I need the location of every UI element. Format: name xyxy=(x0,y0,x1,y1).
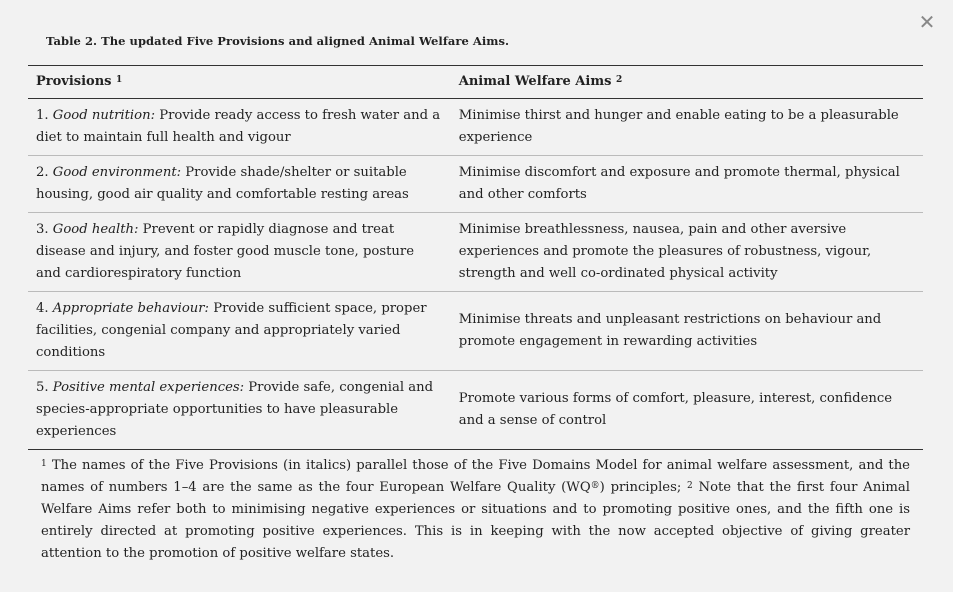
footnote-text-2: ) principles; xyxy=(599,480,688,495)
header-aims-label: Animal Welfare Aims xyxy=(458,74,612,89)
provision-term: Appropriate behaviour: xyxy=(52,301,210,316)
provision-text: Provide ready access to fresh water and a diet to maintain full health and vigour xyxy=(36,108,441,145)
aim-cell: Minimise threats and unpleasant restrictions on behaviour and promote engagement in rewarding activities xyxy=(458,312,882,349)
provision-cell xyxy=(28,99,451,156)
footnote-ref-1: 1 xyxy=(41,459,47,469)
provision-term: Good nutrition: xyxy=(52,108,156,123)
aim-cell: Minimise breathlessness, nausea, pain and other aversive experiences and promote the pleasures of robustness, vigour, strength and well co-ordinated physical activity xyxy=(458,222,872,281)
provision-term: Good health: xyxy=(52,222,139,237)
footnote-text-1: The names of the Five Provisions (in italics) parallel those of the Five Domains Model for animal welfare assessment, and the names of numbers 1–4 are the same as the four European Welfare Quality (WQ xyxy=(41,458,910,495)
provision-text: Provide sufficient space, proper facilities, congenial company and appropriately varied conditions xyxy=(36,301,427,360)
aim-cell: Minimise discomfort and exposure and promote thermal, physical and other comforts xyxy=(458,165,900,202)
header-provisions xyxy=(28,66,451,99)
header-provisions-ref: 1 xyxy=(116,75,123,85)
registered-mark: ® xyxy=(590,481,600,491)
header-provisions-label: Provisions xyxy=(36,74,112,89)
aim-cell: Minimise thirst and hunger and enable eating to be a pleasurable experience xyxy=(458,108,899,145)
provision-number: 5. xyxy=(36,380,53,395)
provision-text: Provide safe, congenial and species-appropriate opportunities to have pleasurable experiences xyxy=(36,380,434,439)
provision-number: 2. xyxy=(36,165,53,180)
provision-term: Positive mental experiences: xyxy=(52,380,245,395)
provision-text: Prevent or rapidly diagnose and treat disease and injury, and foster good muscle tone, posture and cardiorespiratory function xyxy=(36,222,414,281)
welfare-table xyxy=(28,65,923,450)
header-aims-ref: 2 xyxy=(615,75,623,85)
table-row xyxy=(28,99,923,156)
provision-number: 1. xyxy=(36,108,53,123)
provision-term: Good environment: xyxy=(52,165,182,180)
table-footnote xyxy=(41,455,910,565)
provision-text: Provide shade/shelter or suitable housing, good air quality and comfortable resting areas xyxy=(36,165,409,202)
provision-cell xyxy=(28,213,451,292)
table-row xyxy=(28,292,923,371)
provision-cell xyxy=(28,371,451,450)
table-caption: Table 2. The updated Five Provisions and aligned Animal Welfare Aims. xyxy=(46,34,510,48)
close-icon: ✕ xyxy=(918,10,936,34)
provision-cell xyxy=(28,156,451,213)
table-header-row xyxy=(28,66,923,99)
provision-number: 4. xyxy=(36,301,53,316)
table-row xyxy=(28,371,923,450)
aim-cell: Promote various forms of comfort, pleasure, interest, confidence and a sense of control xyxy=(458,391,893,428)
footnote-text-3: Note that the first four Animal Welfare Aims refer both to minimising negative experiences or situations and to promoting positive ones, and the fifth one is entirely directed at promoting positive experiences. This is in keeping with the now accepted objective of giving greater attention to the promotion of positive welfare states. xyxy=(41,480,910,561)
header-aims xyxy=(451,66,923,99)
table-row xyxy=(28,156,923,213)
provision-number: 3. xyxy=(36,222,53,237)
provision-cell xyxy=(28,292,451,371)
close-button[interactable] xyxy=(917,12,937,32)
footnote-ref-2: 2 xyxy=(687,481,693,491)
table-row xyxy=(28,213,923,292)
